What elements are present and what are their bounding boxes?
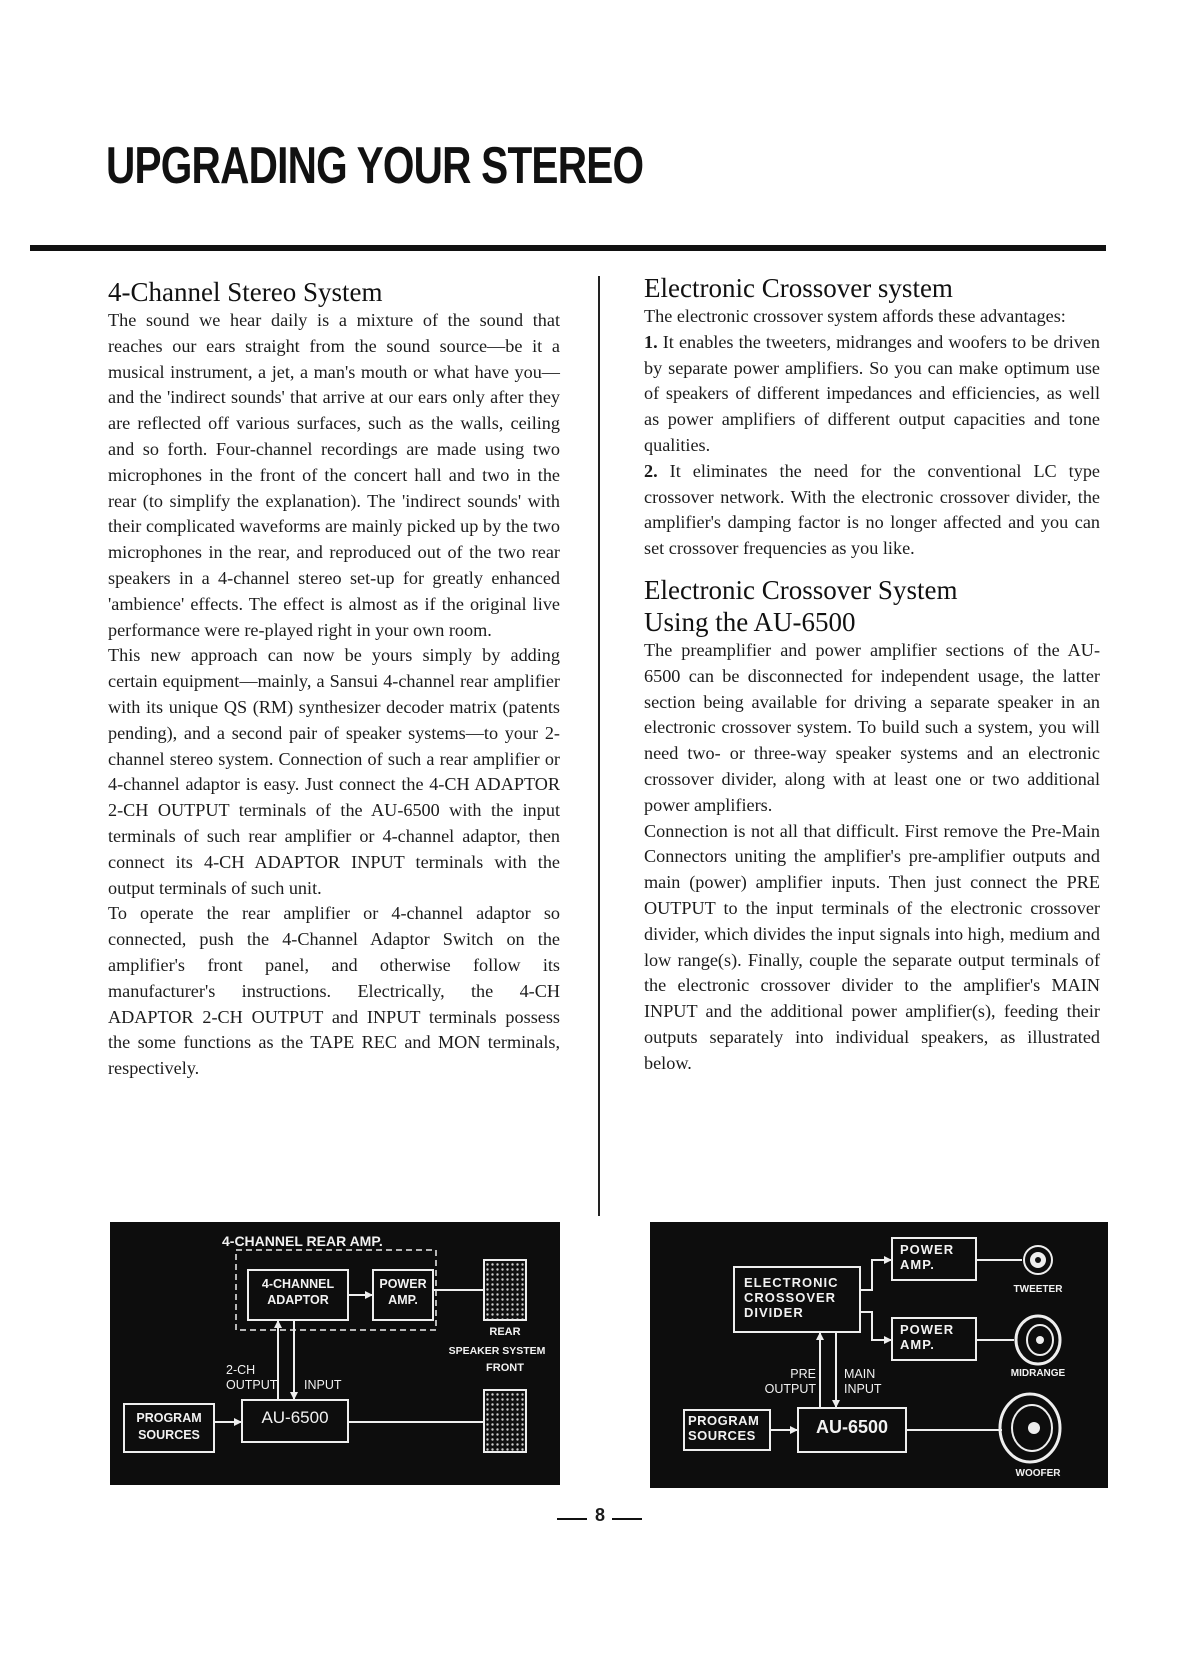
advantage-2-number: 2. [644,460,658,481]
midrange-speaker-icon [1016,1316,1060,1364]
label-crossover-line3: DIVIDER [744,1305,804,1320]
label-2ch: 2-CH [226,1363,256,1377]
woofer-speaker-icon [1000,1394,1060,1462]
label-2ch-output: OUTPUT [226,1378,278,1392]
paragraph-4-channel-intro: The sound we hear daily is a mixture of the sound that reaches our ears straight from the sound source—be it a musical instrument, a jet, a man's mouth or what have you—and the 'indirect sounds' that arrive at our ears only after they are reflected off various surfaces, such as the walls, ceiling and so forth. Four-channel recordings are made using two microphones in the front of the concert hall and two in the rear (to simplify the explanation). The 'indirect sounds' with their complicated waveforms are mainly picked up by the two microphones in the rear, and reproduced out of the two rear speakers in a 4-channel stereo set-up for greatly enhanced 'ambience' effects. The effect is almost as if the original live performance were re-played right in your own room. [108,310,560,640]
page-number: 8 [594,1505,605,1525]
label-crossover-line2: CROSSOVER [744,1290,837,1305]
label-input: INPUT [304,1378,342,1392]
paragraph-au6500-connection: Connection is not all that difficult. First remove the Pre-Main Connectors uniting the amplifier's pre-amplifier outputs and main (power) amplifier inputs. Then just connect the PRE OUTPUT to the input terminals of the electronic crossover divider, which divides the input signals into high, medium and low range(s). Finally, couple the separate output terminals of the electronic crossover divider to the amplifier's MAIN INPUT and the additional power amplifier(s), feeding their outputs separately into individual speakers, as illustrated below. [644,820,1100,1073]
advantage-1-text: It enables the tweeters, midranges and woofers to be driven by separate power amplifiers. So you can make optimum use of speakers of different impedances and efficiencies, as well as power amplifiers of different output capacities and tone qualities. [644,331,1101,455]
label-power-amp-2-line1: POWER [900,1322,955,1337]
front-speaker [484,1390,526,1452]
diagram-crossover [650,1222,1108,1488]
advantage-2-text: It eliminates the need for the conventional LC type crossover network. With the electronic crossover divider, the amplifier's damping factor is no longer affected and you can set crossover frequencies as you like. [644,460,1100,559]
label-rear: REAR [489,1326,521,1338]
page-title: UPGRADING YOUR STEREO [106,137,644,195]
label-main-input: INPUT [844,1382,882,1396]
label-rear-power-line1: POWER [379,1277,427,1291]
label-tweeter: TWEETER [1013,1284,1063,1295]
advantage-1-number: 1. [644,331,658,352]
section-heading-4-channel: 4-Channel Stereo System [108,277,383,307]
right-column [644,272,1100,1077]
heading-line-1: Electronic Crossover System [644,574,958,605]
paragraph-4-channel-approach: This new approach can now be yours simply by adding certain equipment—mainly, a Sansui 4-channel rear amplifier with its unique QS (RM) synthesizer decoder matrix (patents pending), and a second pair of speaker systems—to your 2-channel stereo system. Connection of such a rear amplifier or 4-channel adaptor is easy. Just connect the 4-CH ADAPTOR 2-CH OUTPUT terminals of the AU-6500 with the input terminals of such rear amplifier or 4-channel adaptor, then connect its 4-CH ADAPTOR INPUT terminals with the output terminals of such unit. [108,645,560,898]
label-rear-power-line2: AMP. [388,1293,418,1307]
heading-line-2: Using the AU-6500 [644,606,856,637]
label-crossover-line1: ELECTRONIC [744,1275,839,1290]
label-au6500: AU-6500 [815,1417,889,1437]
label-au6500: AU-6500 [261,1408,329,1427]
label-main: MAIN [844,1367,876,1381]
page-number-dash-right [612,1518,642,1520]
label-adaptor-line2: ADAPTOR [267,1293,329,1307]
label-power-amp-1-line1: POWER [900,1242,955,1257]
label-power-amp-2-line2: AMP. [900,1337,935,1352]
paragraph-crossover-intro: The electronic crossover system affords these advantages: [644,306,1066,326]
diagram-4-channel [110,1222,560,1485]
label-power-amp-1-line2: AMP. [900,1257,935,1272]
paragraph-au6500-usage: The preamplifier and power amplifier sections of the AU-6500 can be disconnected for independent usage, the latter section being available for driving a separate speaker in an electronic crossover system. To build such a system, you will need two- or three-way speaker systems and an electronic crossover divider, along with at least one or two additional power amplifiers. [644,639,1100,815]
tweeter-speaker-icon [1024,1246,1052,1274]
paragraph-4-channel-operation: To operate the rear amplifier or 4-channel adaptor so connected, push the 4-Channel Adaptor Switch on the amplifier's front panel, and otherwise follow its manufacturer's instructions. Electrically, the 4-CH ADAPTOR 2-CH OUTPUT and INPUT terminals possess the some functions as the TAPE REC and MON terminals, respectively. [108,903,560,1079]
title-rule [30,245,1106,251]
left-column [108,276,560,1082]
label-rear-amp: 4-CHANNEL REAR AMP. [222,1233,383,1249]
label-sources-line2: SOURCES [688,1428,756,1443]
label-sources-line1: PROGRAM [136,1411,202,1425]
label-sources-line2: SOURCES [138,1428,200,1442]
column-divider [598,276,600,1216]
label-pre-output: OUTPUT [764,1382,816,1396]
label-speaker-system: SPEAKER SYSTEM [448,1345,546,1357]
label-pre: PRE [790,1367,816,1381]
advantage-1 [644,330,1100,459]
label-midrange: MIDRANGE [1010,1368,1066,1379]
label-sources-line1: PROGRAM [688,1413,760,1428]
diagram-crossover-lines [650,1222,1108,1488]
section-heading-crossover: Electronic Crossover system [644,273,953,303]
label-front: FRONT [486,1362,524,1374]
advantage-2 [644,459,1100,562]
label-adaptor-line1: 4-CHANNEL [261,1277,335,1291]
rear-speaker [484,1260,526,1320]
section-heading-crossover-au6500 [644,574,1100,638]
label-woofer: WOOFER [1015,1468,1061,1479]
